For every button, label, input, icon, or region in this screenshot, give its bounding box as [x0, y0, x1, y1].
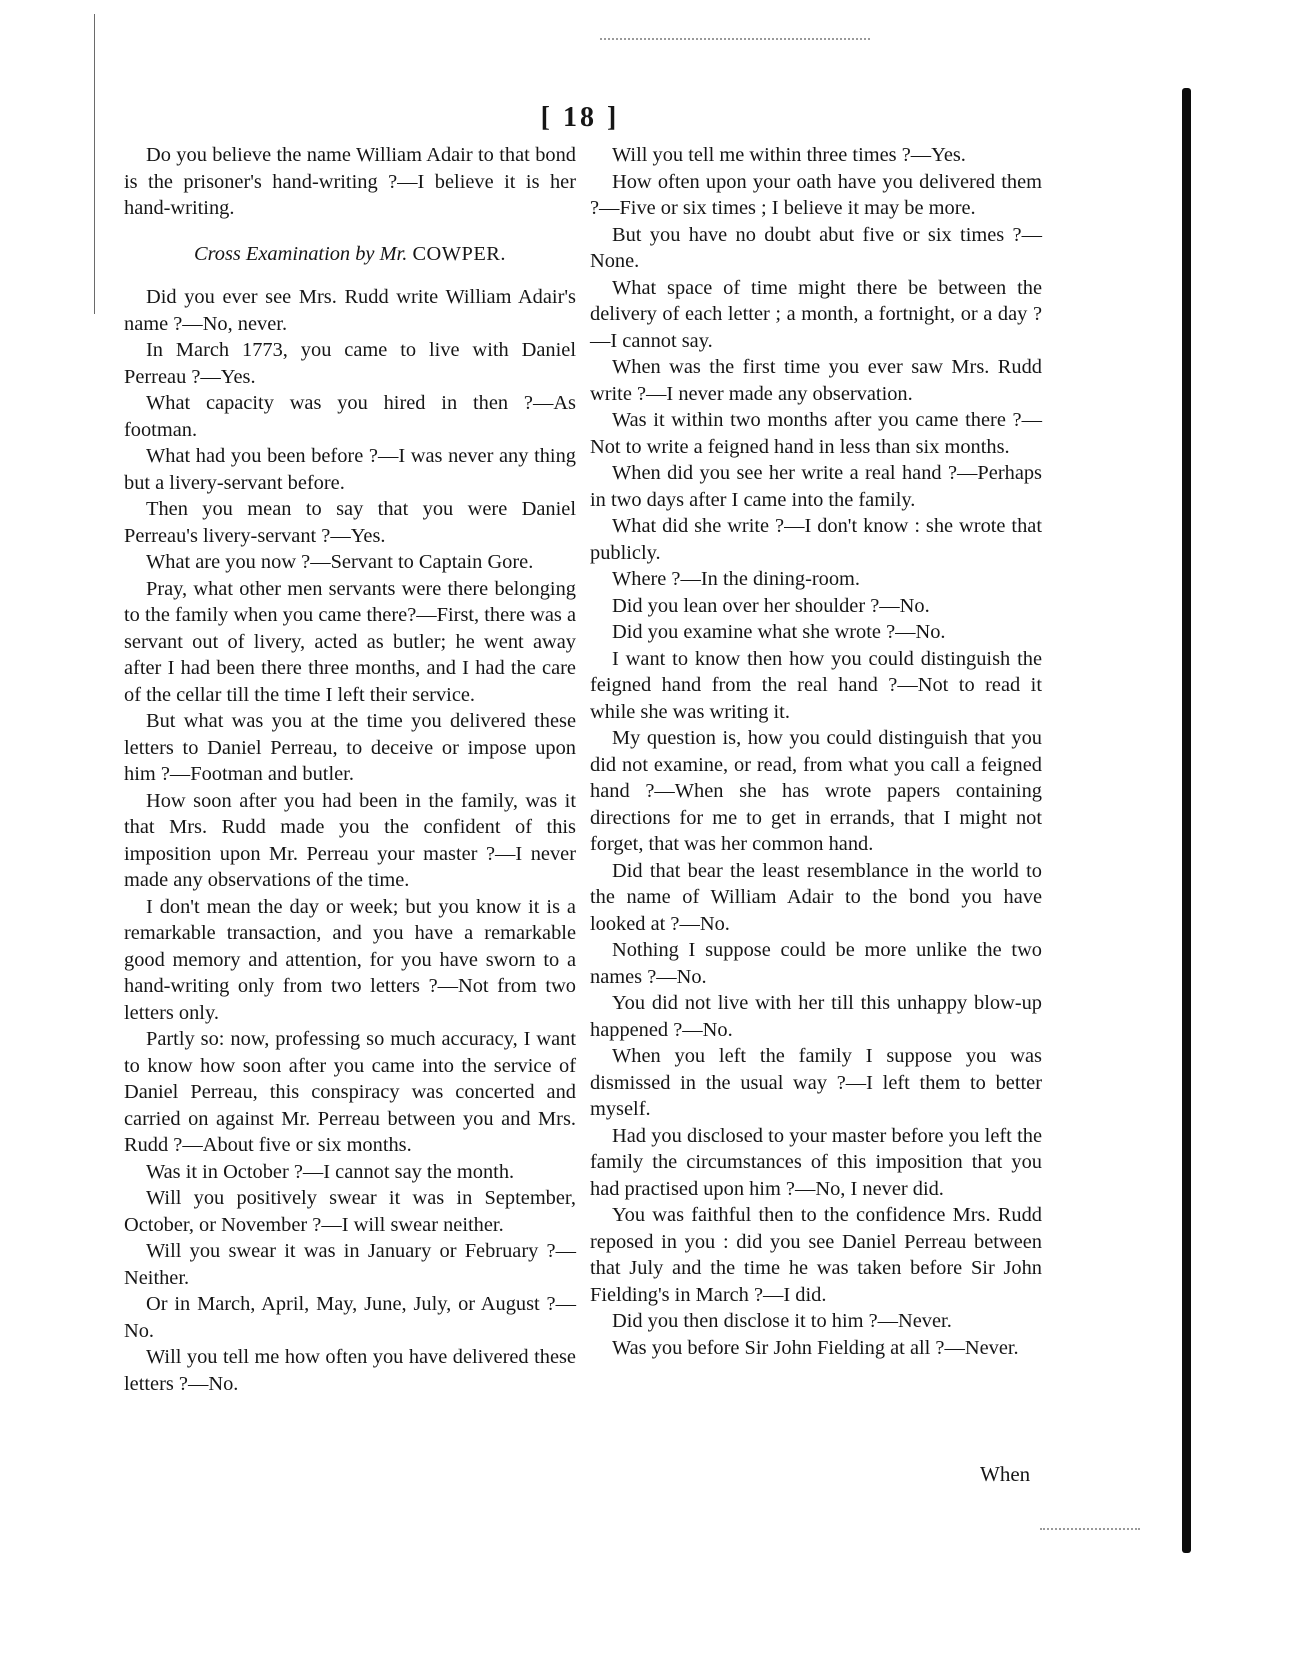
paragraph: When was the first time you ever saw Mrs. Rudd write ?—I never made any observation.: [590, 356, 1042, 405]
paragraph: But you have no doubt abut five or six times ?—None.: [590, 223, 1042, 272]
paragraph: Then you mean to say that you were Daniel Perreau's livery-servant ?—Yes.: [124, 498, 576, 547]
paragraph: What space of time might there be between the delivery of each letter ; a month, a fortnight, or a day ?—I cannot say.: [590, 276, 1042, 352]
right-column: [590, 142, 1042, 1361]
page-number: [ 18 ]: [540, 102, 620, 133]
paragraph: I don't mean the day or week; but you know it is a remarkable transaction, and you have a remarkable good memory and attention, for you have sworn to a hand-writing only from two letters ?—Not from two letters only.: [124, 895, 576, 1024]
paragraph: Nothing I suppose could be more unlike the two names ?—No.: [590, 939, 1042, 988]
paragraph: When you left the family I suppose you was dismissed in the usual way ?—I left them to better myself.: [590, 1045, 1042, 1120]
heading-name: COWPER.: [412, 242, 507, 265]
print-smudge: [600, 38, 870, 42]
binding-edge: [1182, 88, 1191, 1553]
paragraph: Or in March, April, May, June, July, or August ?—No.: [124, 1293, 576, 1342]
paragraph: How often upon your oath have you delivered them ?—Five or six times ; I believe it may be more.: [590, 170, 1042, 219]
paragraph: How soon after you had been in the family, was it that Mrs. Rudd made you the confident of this imposition upon Mr. Perreau your master ?—I never made any observations of the time.: [124, 789, 576, 891]
paragraph: Did you ever see Mrs. Rudd write William Adair's name ?—No, never.: [124, 286, 576, 335]
paragraph: My question is, how you could distinguish that you did not examine, or read, from what you call a feigned hand ?—When she has wrote papers containing directions for me to get in errands, that I might not forget, that was her common hand.: [590, 727, 1042, 855]
section-heading: [124, 241, 576, 268]
paragraph: Do you believe the name William Adair to that bond is the prisoner's hand-writing ?—I believe it is her hand-writing.: [124, 144, 576, 219]
paragraph: Did that bear the least resemblance in the world to the name of William Adair to the bond you have looked at ?—No.: [590, 859, 1042, 935]
paragraph: Did you lean over her shoulder ?—No.: [612, 594, 930, 617]
paragraph: Was it within two months after you came there ?—Not to write a feigned hand in less than six months.: [590, 409, 1042, 458]
paragraph: Will you positively swear it was in September, October, or November ?—I will swear neither.: [124, 1187, 576, 1236]
margin-rule: [94, 14, 95, 314]
paragraph: You was faithful then to the confidence Mrs. Rudd reposed in you : did you see Daniel Perreau between that July and the time he was taken before Sir John Fielding's in March ?—I did.: [590, 1204, 1042, 1306]
paragraph: Where ?—In the dining-room.: [612, 568, 861, 590]
paragraph: I want to know then how you could distinguish the feigned hand from the real hand ?—Not to read it while she was writing it.: [590, 647, 1042, 723]
print-smudge: [1040, 1528, 1140, 1532]
paragraph: Will you tell me within three times ?—Yes.: [612, 144, 966, 166]
heading-text: Cross Examination by Mr.: [193, 242, 408, 265]
paragraph: Was you before Sir John Fielding at all ?—Never.: [612, 1336, 1019, 1359]
paragraph: But what was you at the time you delivered these letters to Daniel Perreau, to deceive or impose upon him ?—Footman and butler.: [124, 710, 576, 785]
paragraph: Was it in October ?—I cannot say the month.: [146, 1160, 515, 1183]
paragraph: What did she write ?—I don't know : she wrote that publicly.: [590, 515, 1042, 564]
left-column: [124, 142, 576, 1397]
paragraph: Had you disclosed to your master before you left the family the circumstances of this imposition that you had practised upon him ?—No, I never did.: [590, 1124, 1042, 1200]
paragraph: In March 1773, you came to live with Daniel Perreau ?—Yes.: [124, 339, 576, 388]
paragraph: Did you then disclose it to him ?—Never.: [612, 1310, 952, 1332]
paragraph: Pray, what other men servants were there belonging to the family when you came there?—First, there was a servant out of livery, acted as butler; he went away after I had been there three months, and I had the care of the cellar till the time I left their service.: [124, 577, 576, 706]
paragraph: Will you swear it was in January or February ?—Neither.: [124, 1240, 576, 1289]
paragraph: Will you tell me how often you have delivered these letters ?—No.: [124, 1346, 576, 1395]
paragraph: What capacity was you hired in then ?—As footman.: [124, 392, 576, 441]
paragraph: You did not live with her till this unhappy blow-up happened ?—No.: [590, 992, 1042, 1041]
paragraph: Partly so: now, professing so much accuracy, I want to know how soon after you came into the service of Daniel Perreau, this conspiracy was concerted and carried on against Mr. Perreau between you and Mrs. Rudd ?—About five or six months.: [124, 1028, 576, 1156]
paragraph: What had you been before ?—I was never any thing but a livery-servant before.: [124, 445, 576, 494]
paragraph: When did you see her write a real hand ?—Perhaps in two days after I came into the family.: [590, 462, 1042, 511]
paragraph: What are you now ?—Servant to Captain Gore.: [146, 551, 534, 573]
paragraph: Did you examine what she wrote ?—No.: [612, 621, 946, 643]
catchword: When: [980, 1462, 1031, 1486]
